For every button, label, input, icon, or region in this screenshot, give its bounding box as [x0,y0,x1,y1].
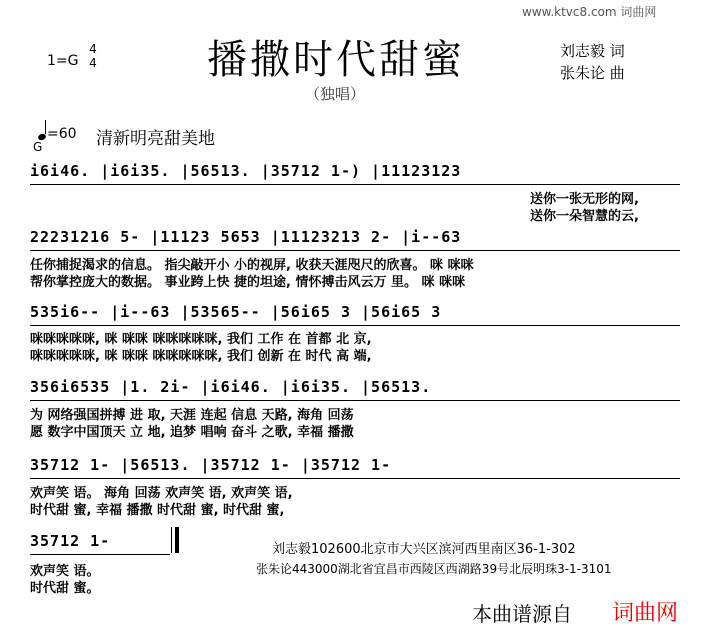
time-signature-top: 4 [89,42,97,56]
site-watermark: www.ktvc8.com 词曲网 [522,5,657,19]
mood-marking: 清新明亮甜美地 [96,129,215,149]
lyric-row-2-verse-2: 帮你掌控庞大的数据。 事业跨上快 捷的坦途, 情怀搏击风云万 里。 咪 咪咪 [30,275,466,290]
lyric-row-3-verse-2: 咪咪咪咪咪, 咪 咪咪 咪咪咪咪咪, 我们 创新 在 时代 高 端, [30,349,372,364]
notation-row-5: 35712 1- |56513. |35712 1- |35712 1- [30,456,392,474]
beam-line [30,554,170,555]
lyric-row-4-verse-2: 愿 数字中国顶天 立 地, 追梦 唱响 奋斗 之歌, 幸福 播撒 [30,425,354,440]
tempo-value: =60 [47,126,77,142]
notation-row-3: 535i6-- |i--63 |53565-- |56i65 3 |56i65 3 [30,303,442,321]
beam-line [30,184,680,185]
lyric-row-5-verse-1: 欢声笑 语。 海角 回荡 欢声笑 语, 欢声笑 语, [30,486,293,501]
notation-row-1: i6i46. |i6i35. |56513. |35712 1-) |11123123 [30,162,462,180]
lyric-row-2-verse-1: 任你捕捉渴求的信息。 指尖敲开小 小的视屏, 收获天涯咫尺的欣喜。 咪 咪咪 [30,258,474,273]
tempo-marking [38,124,77,142]
composer-credit: 张朱论 曲 [560,64,625,82]
lyric-row-6-verse-2: 时代甜 蜜。 [30,581,100,596]
lyric-row-1-verse-2: 送你一朵智慧的云, [530,209,639,224]
footer-source-label: 本曲谱源自 [472,602,572,626]
footer-site-link[interactable]: 词曲网 [612,601,679,626]
lyric-row-6-verse-1: 欢声笑 语。 [30,564,100,579]
time-signature-bottom: 4 [89,56,97,70]
lyric-row-4-verse-1: 为 网络强国拼搏 进 取, 天涯 连起 信息 天路, 海角 回荡 [30,408,354,423]
tempo-key-mark: G [33,140,43,154]
beam-line [30,325,680,326]
time-signature [88,42,98,70]
lyric-row-5-verse-2: 时代甜 蜜, 幸福 播撒 时代甜 蜜, 时代甜 蜜, [30,503,285,518]
beam-line [30,478,680,479]
note-stem [45,120,46,134]
beam-line [30,250,680,251]
lyric-row-1-verse-1: 送你一张无形的网, [530,192,639,207]
notation-row-4: 356i6535 |1. 2i- |i6i46. |i6i35. |56513. [30,378,432,396]
final-barline-thick [175,527,179,553]
composer-address: 张朱论443000湖北省宜昌市西陵区西湖路39号北辰明珠3-1-3101 [256,562,612,576]
song-title: 播撒时代甜蜜 [207,37,465,83]
beam-line [30,400,680,401]
final-barline-thin [171,527,172,553]
lyricist-credit: 刘志毅 词 [560,42,625,60]
lyricist-address: 刘志毅102600北京市大兴区滨河西里南区36-1-302 [272,542,576,557]
notation-row-2: 22231216 5- |11123 5653 |11123213 2- |i--63 [30,228,462,246]
song-subtitle: （独唱） [305,85,366,103]
lyric-row-3-verse-1: 咪咪咪咪咪, 咪 咪咪 咪咪咪咪咪, 我们 工作 在 首都 北 京, [30,332,372,347]
key-signature: 1=G [47,53,79,69]
notation-row-6: 35712 1- [30,532,111,550]
